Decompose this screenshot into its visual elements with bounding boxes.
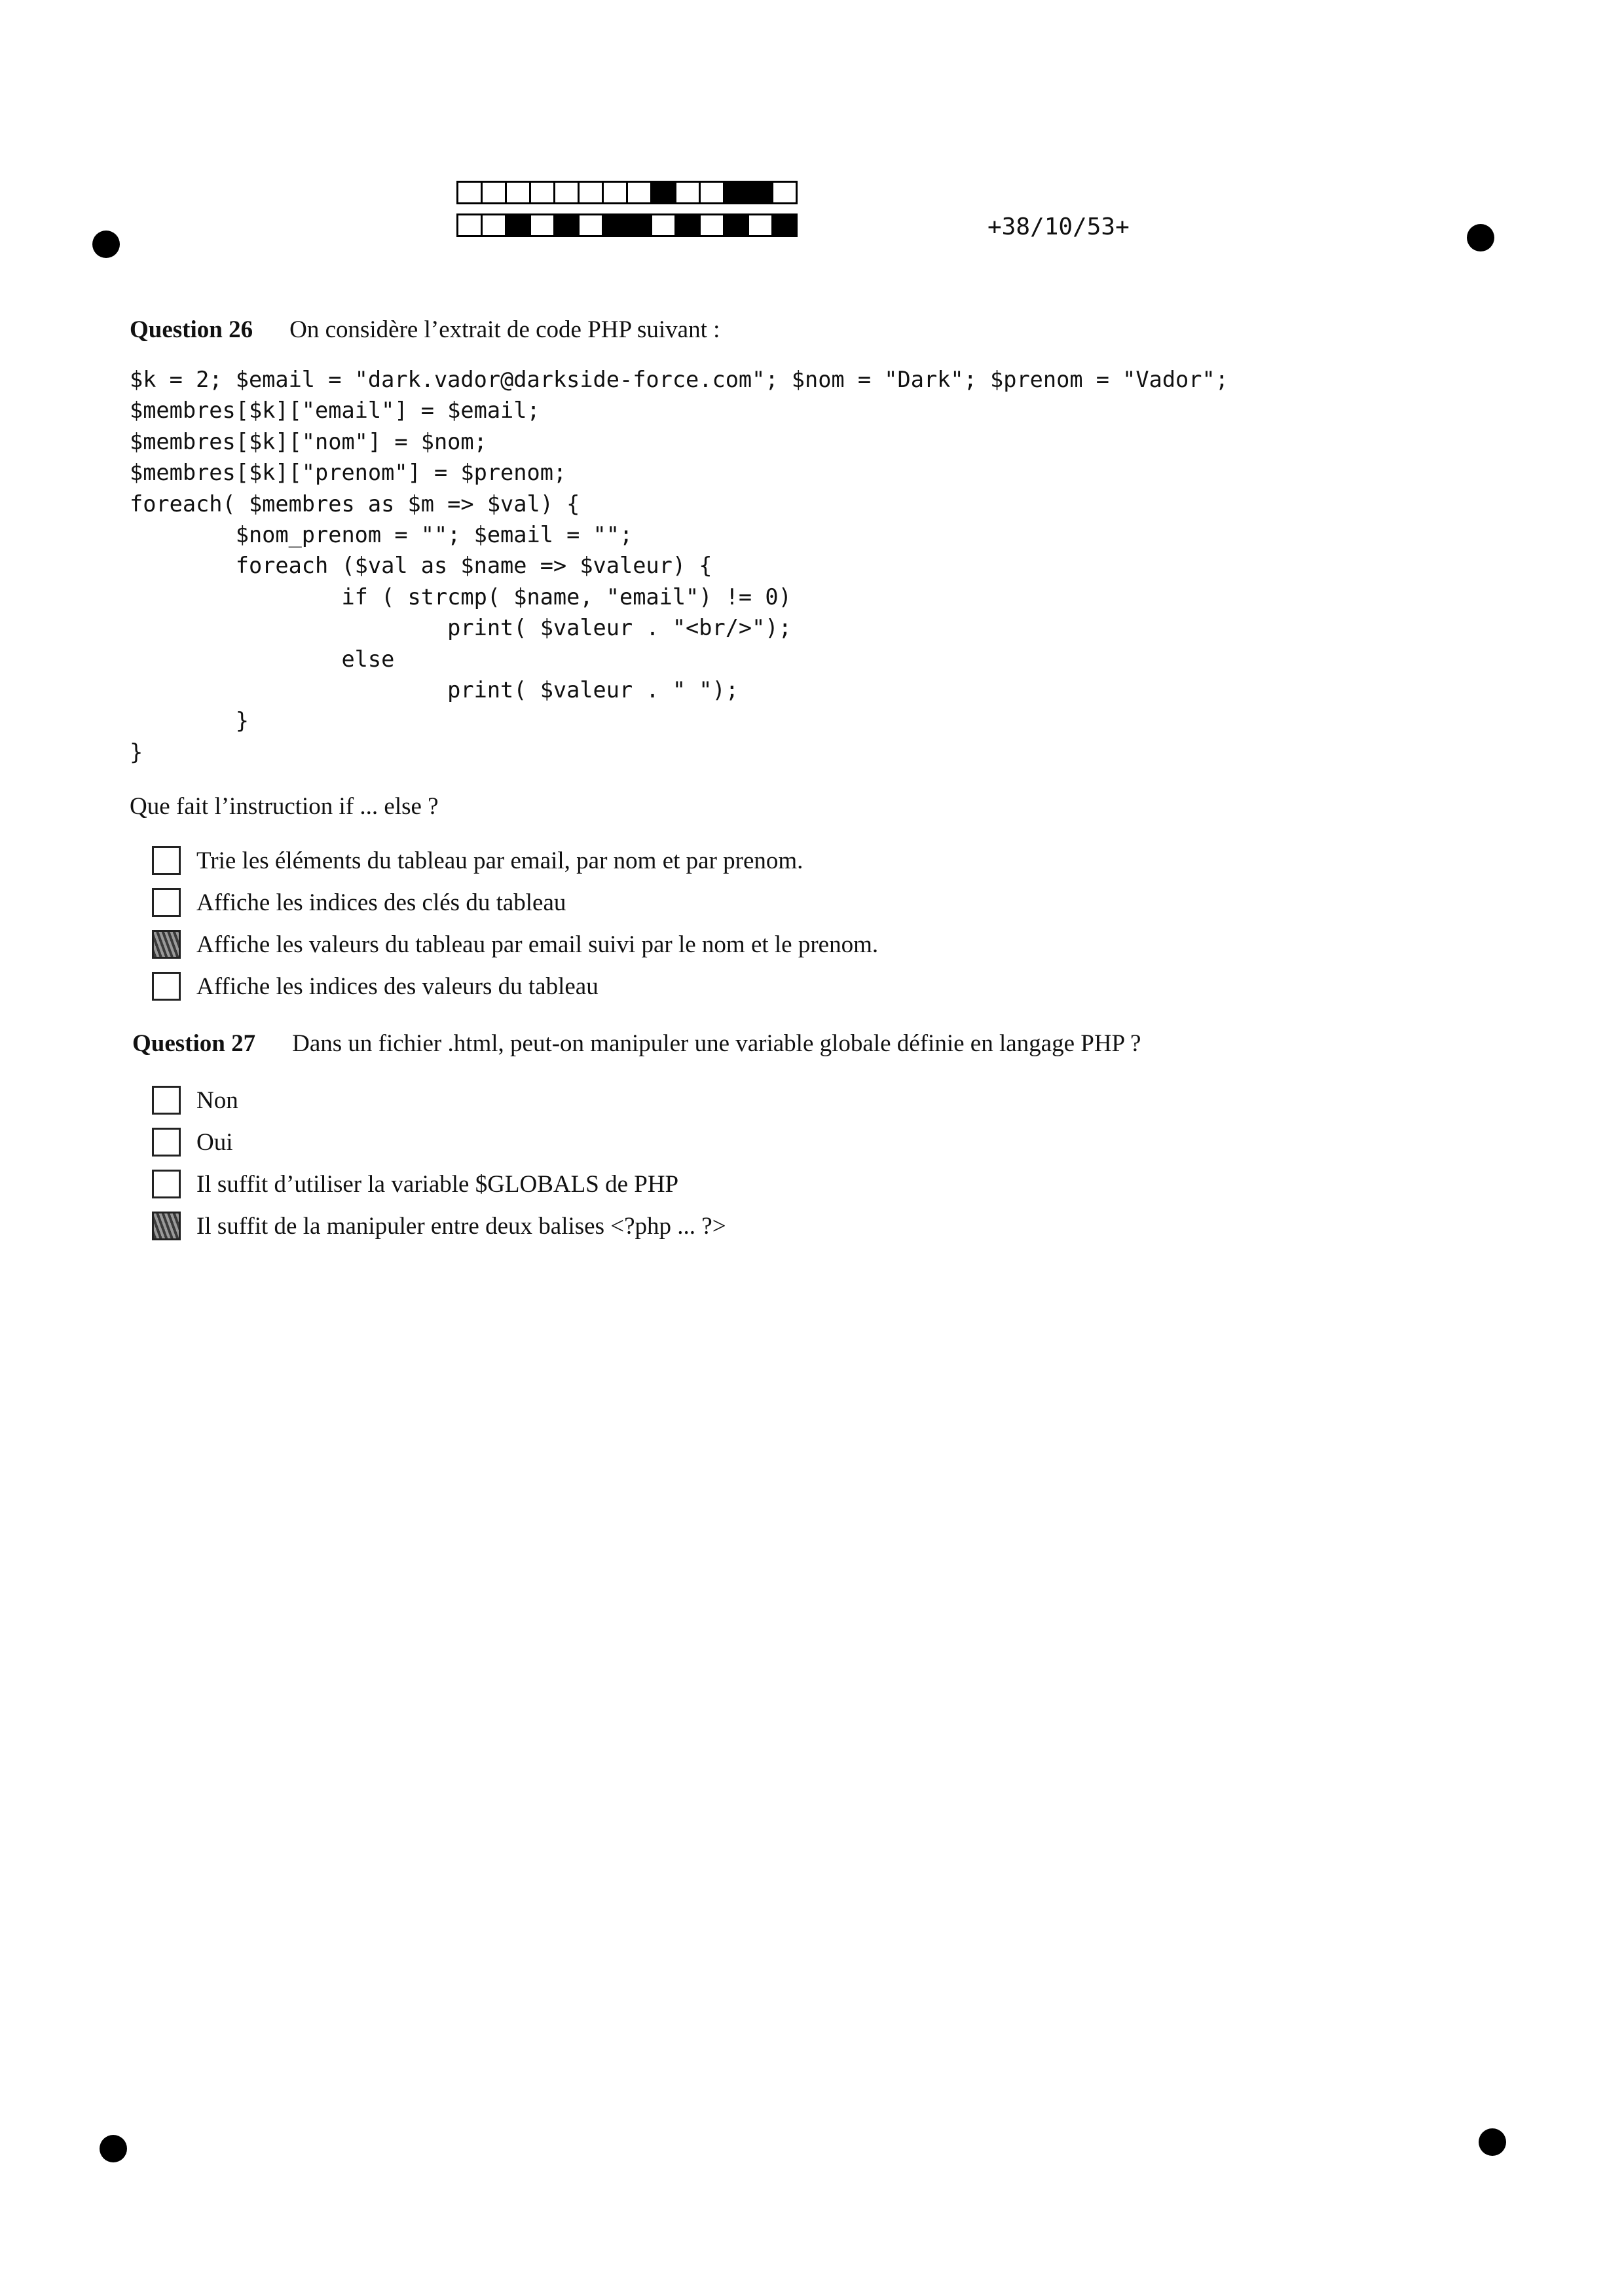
- checkbox[interactable]: [152, 1212, 181, 1240]
- barcode-cell: [529, 181, 555, 204]
- barcode-cell: [674, 181, 701, 204]
- barcode-cell: [626, 181, 652, 204]
- barcode-cell: [553, 213, 580, 237]
- option-label: Affiche les indices des clés du tableau: [196, 889, 566, 916]
- checkbox[interactable]: [152, 846, 181, 875]
- barcode-cell: [505, 181, 531, 204]
- checkbox[interactable]: [152, 972, 181, 1001]
- barcode-cell: [747, 213, 773, 237]
- barcode-cell: [553, 181, 580, 204]
- barcode-cell: [456, 213, 483, 237]
- checkbox[interactable]: [152, 1128, 181, 1157]
- question-26-text: On considère l’extrait de code PHP suivant :: [289, 316, 720, 343]
- option-label: Il suffit de la manipuler entre deux balises <?php ... ?>: [196, 1212, 726, 1240]
- option-label: Affiche les indices des valeurs du tableau: [196, 972, 599, 1000]
- question-27-text: Dans un fichier .html, peut-on manipuler une variable globale définie en langage PHP ?: [292, 1030, 1141, 1057]
- option-label: Oui: [196, 1128, 233, 1156]
- barcode-cell: [771, 181, 798, 204]
- barcode-cell: [578, 213, 604, 237]
- barcode-row-top: [458, 181, 798, 204]
- question-26-prompt: Que fait l’instruction if ... else ?: [130, 793, 439, 820]
- barcode-cell: [505, 213, 531, 237]
- question-27-number: Question 27: [132, 1030, 256, 1057]
- php-code-block: $k = 2; $email = "dark.vador@darkside-force.com"; $nom = "Dark"; $prenom = "Vador"; $membres[$k]["email"] = $email; $membres[$k]["nom"] = $nom; $membres[$k]["prenom"] = $prenom; foreach( $membres as $m => $val) { $nom_prenom = ""; $email = ""; foreach ($val as $name => $valeur) { if ( strcmp( $name, "email") != 0) print( $valeur . "<br/>"); else print( $valeur . " "); } }: [130, 367, 1228, 765]
- barcode-row-bottom: [458, 213, 798, 237]
- checkbox[interactable]: [152, 930, 181, 959]
- option-label: Il suffit d’utiliser la variable $GLOBALS de PHP: [196, 1170, 679, 1198]
- registration-dot-bottom-left: [100, 2135, 127, 2162]
- option-q26-a[interactable]: [152, 840, 878, 881]
- barcode-cell: [529, 213, 555, 237]
- option-q26-c[interactable]: [152, 923, 878, 965]
- question-27-options: [152, 1079, 726, 1247]
- option-q26-b[interactable]: [152, 881, 878, 923]
- barcode-cell: [723, 213, 749, 237]
- registration-dot-top-left: [92, 231, 120, 258]
- barcode-cell: [578, 181, 604, 204]
- question-27-header: [132, 1029, 1141, 1058]
- option-label: Affiche les valeurs du tableau par email suivi par le nom et le prenom.: [196, 931, 879, 958]
- checkbox[interactable]: [152, 1170, 181, 1198]
- barcode-cell: [456, 181, 483, 204]
- checkbox[interactable]: [152, 1086, 181, 1115]
- barcode-cell: [602, 181, 628, 204]
- option-q26-d[interactable]: [152, 965, 878, 1007]
- checkbox[interactable]: [152, 888, 181, 917]
- option-q27-b[interactable]: [152, 1121, 726, 1163]
- barcode-cell: [650, 181, 676, 204]
- barcode-cell: [699, 213, 725, 237]
- barcode-cell: [747, 181, 773, 204]
- option-q27-c[interactable]: [152, 1163, 726, 1205]
- barcode-cell: [674, 213, 701, 237]
- option-label: Non: [196, 1086, 238, 1114]
- barcode-cell: [699, 181, 725, 204]
- option-label: Trie les éléments du tableau par email, par nom et par prenom.: [196, 847, 803, 874]
- registration-dot-bottom-right: [1479, 2128, 1506, 2156]
- barcode-cell: [650, 213, 676, 237]
- barcode-cell: [723, 181, 749, 204]
- barcode-cell: [771, 213, 798, 237]
- barcode-cell: [626, 213, 652, 237]
- barcode-cell: [602, 213, 628, 237]
- option-q27-a[interactable]: [152, 1079, 726, 1121]
- registration-dot-top-right: [1467, 224, 1494, 251]
- question-26-header: [130, 316, 720, 344]
- option-q27-d[interactable]: [152, 1205, 726, 1247]
- page-id: +38/10/53+: [987, 213, 1130, 240]
- barcode-cell: [481, 213, 507, 237]
- question-26-number: Question 26: [130, 316, 253, 343]
- question-26-options: [152, 840, 878, 1007]
- barcode-cell: [481, 181, 507, 204]
